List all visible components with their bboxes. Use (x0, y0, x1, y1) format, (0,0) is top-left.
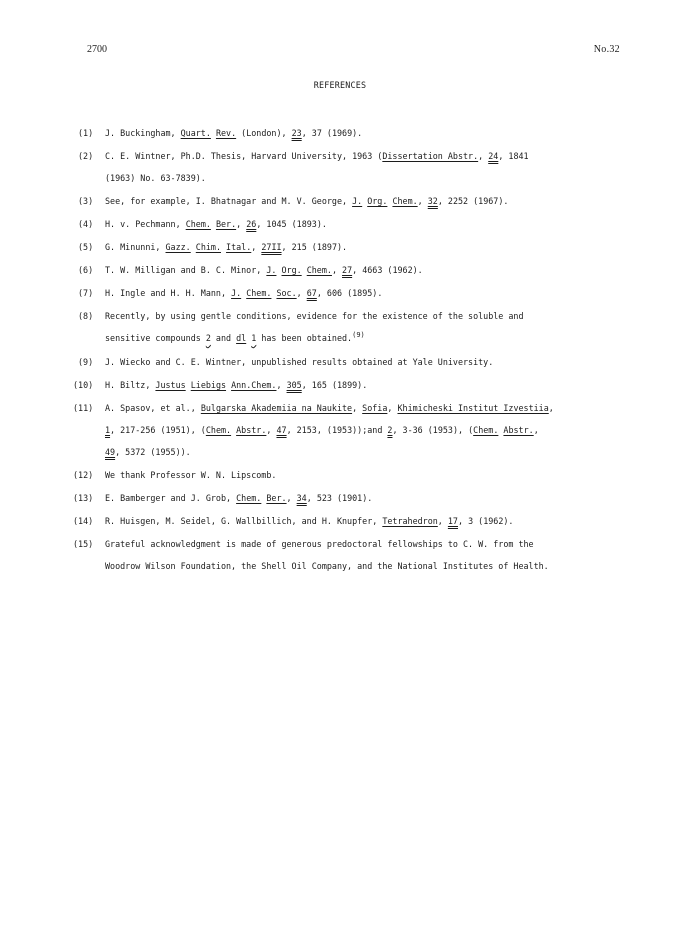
reference-item (78, 259, 608, 281)
emphasized-text: 67 (306, 288, 317, 298)
emphasized-text: Quart. (180, 128, 211, 138)
emphasized-text: Chem. (392, 196, 418, 206)
reference-item (78, 190, 608, 212)
emphasized-text: Gazz. (165, 242, 191, 252)
emphasized-text: Bulgarska Akademiia na Naukite (200, 403, 353, 413)
reference-item (78, 145, 608, 189)
emphasized-text: J. (266, 265, 277, 275)
reference-text: , (352, 403, 363, 413)
emphasized-text: Chem. (306, 265, 332, 275)
emphasized-text: Tetrahedron (382, 516, 438, 526)
reference-number: (15) (73, 539, 94, 549)
emphasized-text: 24 (488, 151, 499, 161)
emphasized-text: Soc. (276, 288, 297, 298)
reference-text: Woodrow Wilson Foundation, the Shell Oil Company, and the National Institutes of Health. (105, 561, 549, 571)
reference-text: has been obtained. (256, 333, 353, 343)
reference-line (105, 419, 608, 441)
page-number: 2700 (87, 44, 107, 55)
emphasized-text: Rev. (215, 128, 237, 138)
reference-text: , 3-36 (1953), ( (392, 425, 474, 435)
reference-text: , (276, 380, 287, 390)
emphasized-text: Org. (281, 265, 302, 275)
reference-text: , 37 (1969). (301, 128, 363, 138)
emphasized-text: 2 (205, 333, 211, 343)
emphasized-text: J. (352, 196, 363, 206)
reference-text: C. E. Wintner, Ph.D. Thesis, Harvard University, 1963 ( (105, 151, 383, 161)
reference-text: , 1045 (1893). (256, 219, 327, 229)
page-header (0, 44, 680, 58)
reference-line (105, 167, 608, 189)
reference-number: (5) (78, 242, 94, 252)
reference-text: , 3 (1962). (457, 516, 514, 526)
reference-line (105, 510, 608, 532)
emphasized-text: Ber. (266, 493, 287, 503)
emphasized-text: 305 (286, 380, 302, 390)
reference-text: (London), (236, 128, 292, 138)
reference-number: (13) (73, 493, 94, 503)
reference-text: , (236, 219, 247, 229)
emphasized-text: Khimicheski Institut Izvestiia (397, 403, 549, 413)
reference-number: (12) (73, 470, 94, 480)
emphasized-text: J. (231, 288, 242, 298)
reference-text: , (533, 425, 539, 435)
reference-line (105, 145, 608, 167)
reference-text: E. Bamberger and J. Grob, (105, 493, 237, 503)
reference-line (105, 441, 608, 463)
reference-text: Grateful acknowledgment is made of generous predoctoral fellowships to C. W. from the (105, 539, 534, 549)
reference-item (78, 305, 608, 350)
reference-text: , (478, 151, 489, 161)
emphasized-text: Ital. (226, 242, 252, 252)
reference-text: , 165 (1899). (301, 380, 368, 390)
reference-number: (10) (73, 380, 94, 390)
reference-text: , 1841 (498, 151, 529, 161)
reference-text: and (210, 333, 237, 343)
reference-number: (9) (78, 357, 94, 367)
reference-text: , 217-256 (1951), ( (110, 425, 206, 435)
reference-text: (1963) No. 63-7839). (105, 173, 206, 183)
reference-item (78, 213, 608, 235)
reference-line (105, 351, 608, 373)
references-heading: REFERENCES (313, 80, 367, 90)
emphasized-text: 27 (342, 265, 353, 275)
reference-item (73, 464, 608, 486)
reference-line (105, 236, 608, 258)
reference-item (73, 397, 608, 463)
reference-line (105, 555, 608, 577)
reference-line (105, 533, 608, 555)
reference-text: See, for example, I. Bhatnagar and M. V. George, (105, 196, 353, 206)
reference-item (73, 533, 608, 577)
reference-item (73, 374, 608, 396)
reference-text: J. Buckingham, (105, 128, 181, 138)
emphasized-text: 32 (427, 196, 438, 206)
reference-text: Recently, by using gentle conditions, evidence for the existence of the soluble and (105, 311, 524, 321)
emphasized-text: Org. (367, 196, 388, 206)
reference-text: H. v. Pechmann, (105, 219, 186, 229)
emphasized-text: dl (236, 333, 247, 343)
emphasized-text: Sofia (362, 403, 388, 413)
reference-line (105, 374, 608, 396)
reference-text: , 4663 (1962). (352, 265, 423, 275)
emphasized-text: 17 (447, 516, 458, 526)
reference-text: , 215 (1897). (281, 242, 348, 252)
emphasized-text: Liebigs (190, 380, 227, 390)
reference-item (78, 236, 608, 258)
reference-number: (7) (78, 288, 94, 298)
reference-text: sensitive compounds (105, 333, 206, 343)
emphasized-text: Justus (155, 380, 186, 390)
reference-text: , 2252 (1967). (437, 196, 509, 206)
reference-item (78, 351, 608, 373)
reference-text: , 523 (1901). (306, 493, 373, 503)
reference-text: , (417, 196, 428, 206)
reference-number: (3) (78, 196, 94, 206)
reference-line (105, 487, 608, 509)
emphasized-text: Chem. (236, 493, 262, 503)
reference-text: We thank Professor W. N. Lipscomb. (105, 470, 277, 480)
reference-text: R. Huisgen, M. Seidel, G. Wallbillich, and H. Knupfer, (105, 516, 383, 526)
reference-text: H. Biltz, (105, 380, 156, 390)
reference-line (105, 464, 608, 486)
footnote-superscript: (9) (352, 331, 365, 339)
reference-line (105, 305, 608, 327)
reference-text: A. Spasov, et al., (105, 403, 201, 413)
reference-number: (14) (73, 516, 94, 526)
reference-item (78, 122, 608, 144)
reference-item (73, 510, 608, 532)
reference-line (105, 327, 608, 350)
reference-text: , (251, 242, 262, 252)
reference-text: , (296, 288, 307, 298)
reference-number: (11) (73, 403, 94, 413)
reference-line (105, 282, 608, 304)
emphasized-text: 34 (296, 493, 307, 503)
journal-number: No.32 (593, 44, 620, 55)
reference-number: (1) (78, 128, 94, 138)
reference-text: , 5372 (1955)). (115, 447, 191, 457)
emphasized-text: 47 (276, 425, 287, 435)
reference-number: (4) (78, 219, 94, 229)
emphasized-text: Ann.Chem. (231, 380, 277, 390)
reference-text: , (387, 403, 398, 413)
emphasized-text: Chem. (185, 219, 211, 229)
reference-text: J. Wiecko and C. E. Wintner, unpublished results obtained at Yale University. (105, 357, 494, 367)
reference-item (78, 282, 608, 304)
reference-line (105, 190, 608, 212)
reference-text: , (548, 403, 554, 413)
emphasized-text: 26 (246, 219, 257, 229)
reference-text: G. Minunni, (105, 242, 166, 252)
reference-text: T. W. Milligan and B. C. Minor, (105, 265, 267, 275)
reference-text: , 606 (1895). (316, 288, 383, 298)
emphasized-text: Chem. (246, 288, 272, 298)
reference-number: (6) (78, 265, 94, 275)
emphasized-text: 49 (105, 447, 116, 457)
emphasized-text: Abstr. (503, 425, 534, 435)
reference-item (73, 487, 608, 509)
reference-number: (8) (78, 311, 94, 321)
emphasized-text: Dissertation Abstr. (382, 151, 479, 161)
emphasized-text: Abstr. (236, 425, 267, 435)
emphasized-text: 2 (387, 425, 393, 435)
emphasized-text: Chem. (473, 425, 499, 435)
reference-text: , (266, 425, 277, 435)
emphasized-text: Chim. (195, 242, 221, 252)
emphasized-text: Ber. (215, 219, 237, 229)
reference-line (105, 397, 608, 419)
reference-text: , (437, 516, 448, 526)
reference-text: H. Ingle and H. H. Mann, (105, 288, 232, 298)
emphasized-text: 23 (291, 128, 302, 138)
reference-text: , 2153, (1953));and (286, 425, 388, 435)
reference-line (105, 122, 608, 144)
emphasized-text: 1 (105, 425, 111, 435)
emphasized-text: 1 (251, 333, 257, 343)
reference-text: , (286, 493, 297, 503)
reference-line (105, 213, 608, 235)
reference-line (105, 259, 608, 281)
reference-list (73, 122, 608, 577)
emphasized-text: 27II (261, 242, 282, 252)
emphasized-text: Chem. (205, 425, 232, 435)
reference-number: (2) (78, 151, 94, 161)
reference-text: , (331, 265, 343, 275)
